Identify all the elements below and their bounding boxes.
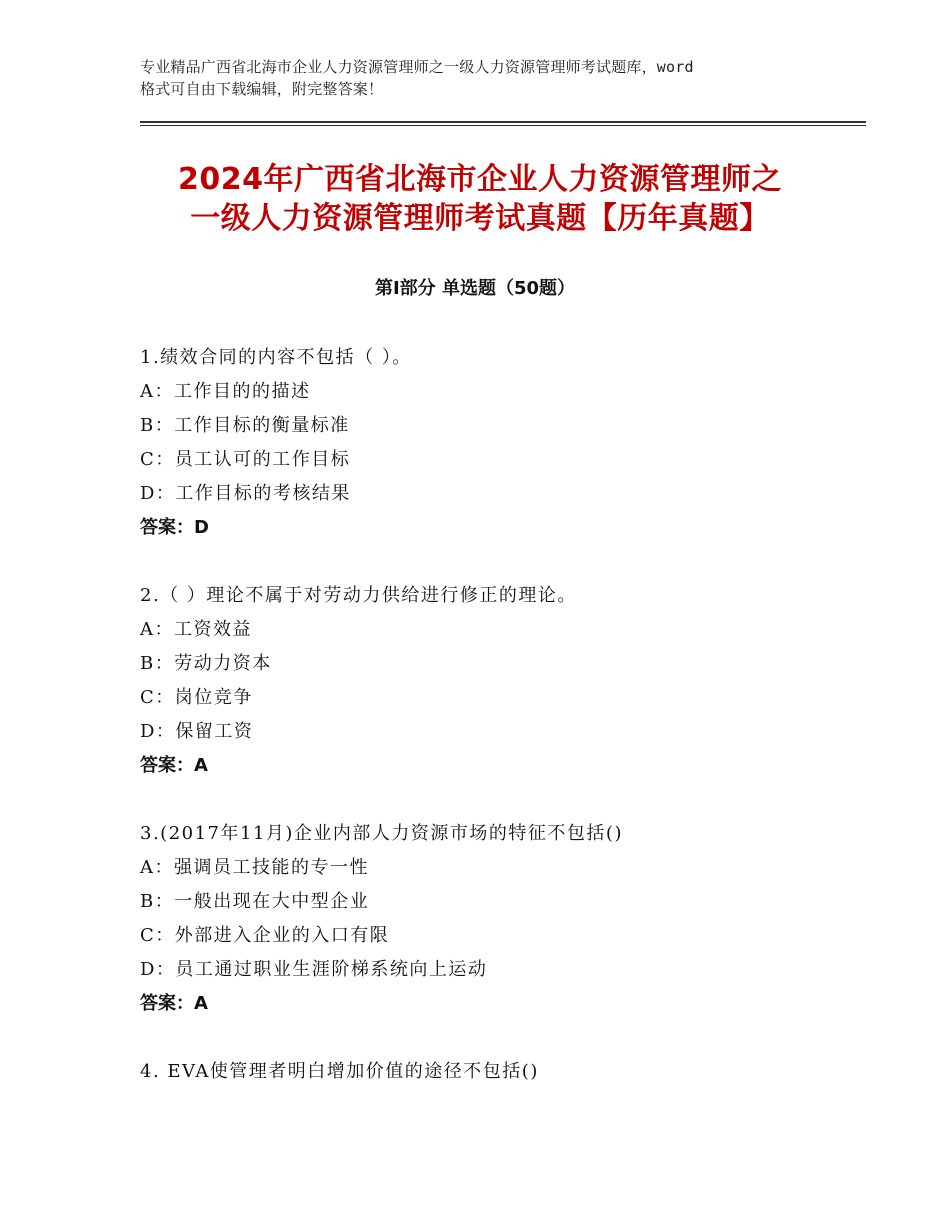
question-stem: 3.(2017年11月)企业内部人力资源市场的特征不包括() <box>140 823 623 844</box>
header-divider-top <box>140 121 866 123</box>
option-c: C：外部进入企业的入口有限 <box>140 925 390 946</box>
option-b: B：工作目标的衡量标准 <box>140 415 350 436</box>
question-stem: 2.（ ）理论不属于对劳动力供给进行修正的理论。 <box>140 585 577 606</box>
header-note-line-2: 格式可自由下载编辑，附完整答案！ <box>140 80 384 98</box>
option-a: A：工作目的的描述 <box>140 381 311 402</box>
answer: 答案：A <box>140 993 208 1014</box>
document-title <box>140 160 820 238</box>
question-stem: 4. EVA使管理者明白增加价值的途径不包括() <box>140 1061 539 1082</box>
header-note <box>140 56 830 100</box>
header-note-line-1: 专业精品广西省北海市企业人力资源管理师之一级人力资源管理师考试题库，word <box>140 58 694 76</box>
section-heading: 第Ⅰ部分 单选题（50题） <box>374 278 575 299</box>
header-divider-bottom <box>140 125 866 126</box>
option-d: D：工作目标的考核结果 <box>140 483 351 504</box>
option-a: A：强调员工技能的专一性 <box>140 857 369 878</box>
option-a: A：工资效益 <box>140 619 252 640</box>
answer: 答案：A <box>140 755 208 776</box>
option-c: C：员工认可的工作目标 <box>140 449 351 470</box>
option-b: B：一般出现在大中型企业 <box>140 891 370 912</box>
document-title-line-1: 2024年广西省北海市企业人力资源管理师之 <box>178 162 782 197</box>
document-title-line-2: 一级人力资源管理师考试真题【历年真题】 <box>190 201 770 236</box>
question-4 <box>140 1055 840 1089</box>
question-stem: 1.绩效合同的内容不包括（ ）。 <box>140 347 412 368</box>
question-1 <box>140 341 840 545</box>
option-d: D：员工通过职业生涯阶梯系统向上运动 <box>140 959 488 980</box>
question-3 <box>140 817 840 1021</box>
option-b: B：劳动力资本 <box>140 653 272 674</box>
answer: 答案：D <box>140 517 209 538</box>
option-d: D：保留工资 <box>140 721 254 742</box>
question-list <box>140 341 840 1123</box>
question-2 <box>140 579 840 783</box>
option-c: C：岗位竞争 <box>140 687 253 708</box>
